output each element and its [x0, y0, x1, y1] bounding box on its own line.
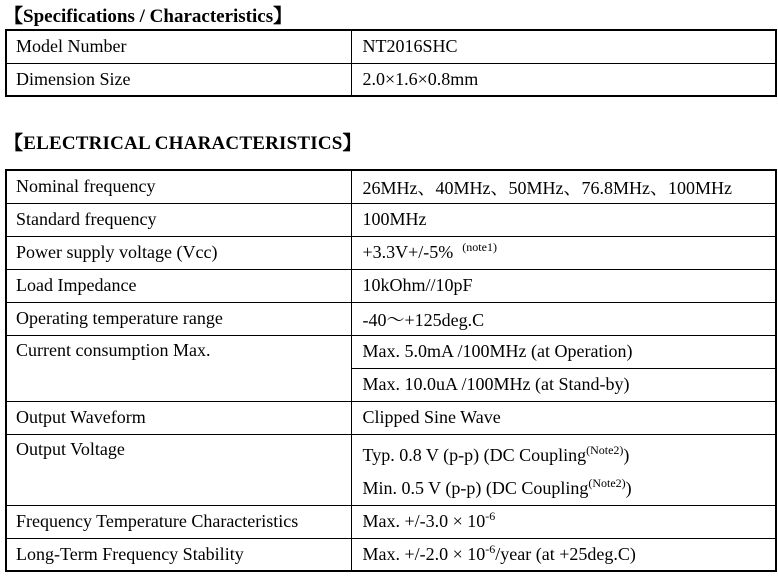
- electrical-value-standard-frequency: 100MHz: [351, 203, 776, 236]
- table-row: [6, 30, 776, 63]
- table-row: [6, 538, 776, 571]
- spec-label-dimension-size: Dimension Size: [6, 63, 351, 96]
- table-row: [6, 170, 776, 203]
- electrical-value-load-impedance: 10kOhm//10pF: [351, 269, 776, 302]
- note2-superscript: (Note2): [588, 475, 626, 490]
- spec-label-model-number: Model Number: [6, 30, 351, 63]
- electrical-table: [5, 169, 777, 572]
- note1-superscript: (note1): [462, 240, 497, 254]
- power-supply-voltage-text: +3.3V+/-5%: [362, 242, 454, 262]
- spec-value-dimension-size: 2.0×1.6×0.8mm: [351, 63, 776, 96]
- electrical-value-output-waveform: Clipped Sine Wave: [351, 401, 776, 434]
- freq-temp-value-text: Max. +/-3.0 × 10: [362, 511, 486, 531]
- electrical-value-long-term-frequency-stability: [351, 538, 776, 571]
- table-row: [6, 63, 776, 96]
- electrical-label-output-voltage: Output Voltage: [6, 434, 351, 505]
- electrical-label-operating-temperature-range: Operating temperature range: [6, 302, 351, 335]
- electrical-section-title: 【ELECTRICAL CHARACTERISTICS】: [4, 133, 362, 154]
- spec-section-title: 【Specifications / Characteristics】: [4, 6, 293, 27]
- output-voltage-typ-line: [363, 439, 772, 472]
- electrical-value-power-supply-voltage: [351, 236, 776, 269]
- table-row: [6, 401, 776, 434]
- output-voltage-min-text: Min. 0.5 V (p-p) (DC Coupling: [362, 477, 589, 498]
- output-voltage-min-line: [363, 472, 772, 505]
- electrical-value-frequency-temperature-characteristics: [351, 505, 776, 538]
- table-row: [6, 505, 776, 538]
- exponent-superscript: -6: [485, 541, 496, 556]
- electrical-value-current-consumption-operation: Max. 5.0mA /100MHz (at Operation): [351, 335, 776, 368]
- table-row: [6, 302, 776, 335]
- long-term-value-tail: /year (at +25deg.C): [495, 543, 636, 564]
- electrical-label-standard-frequency: Standard frequency: [6, 203, 351, 236]
- exponent-superscript: -6: [485, 509, 496, 523]
- table-row: [6, 434, 776, 505]
- electrical-value-current-consumption-standby: Max. 10.0uA /100MHz (at Stand-by): [351, 368, 776, 401]
- electrical-label-nominal-frequency: Nominal frequency: [6, 170, 351, 203]
- electrical-label-load-impedance: Load Impedance: [6, 269, 351, 302]
- table-row: [6, 203, 776, 236]
- table-row: [6, 335, 776, 368]
- output-voltage-typ-close: ): [623, 444, 630, 465]
- table-row: [6, 269, 776, 302]
- note2-superscript: (Note2): [586, 442, 624, 457]
- electrical-label-power-supply-voltage: Power supply voltage (Vcc): [6, 236, 351, 269]
- electrical-label-frequency-temperature-characteristics: Frequency Temperature Characteristics: [6, 505, 351, 538]
- electrical-value-output-voltage: [351, 434, 776, 505]
- electrical-label-long-term-frequency-stability: Long-Term Frequency Stability: [6, 538, 351, 571]
- output-voltage-typ-text: Typ. 0.8 V (p-p) (DC Coupling: [362, 444, 587, 465]
- spec-value-model-number: NT2016SHC: [351, 30, 776, 63]
- electrical-value-operating-temperature-range: -40〜+125deg.C: [351, 302, 776, 335]
- spec-table: [5, 29, 777, 97]
- long-term-value-text: Max. +/-2.0 × 10: [362, 543, 486, 564]
- electrical-value-nominal-frequency: 26MHz、40MHz、50MHz、76.8MHz、100MHz: [351, 170, 776, 203]
- output-voltage-min-close: ): [625, 477, 632, 498]
- electrical-label-current-consumption: Current consumption Max.: [6, 335, 351, 401]
- table-row: [6, 236, 776, 269]
- electrical-label-output-waveform: Output Waveform: [6, 401, 351, 434]
